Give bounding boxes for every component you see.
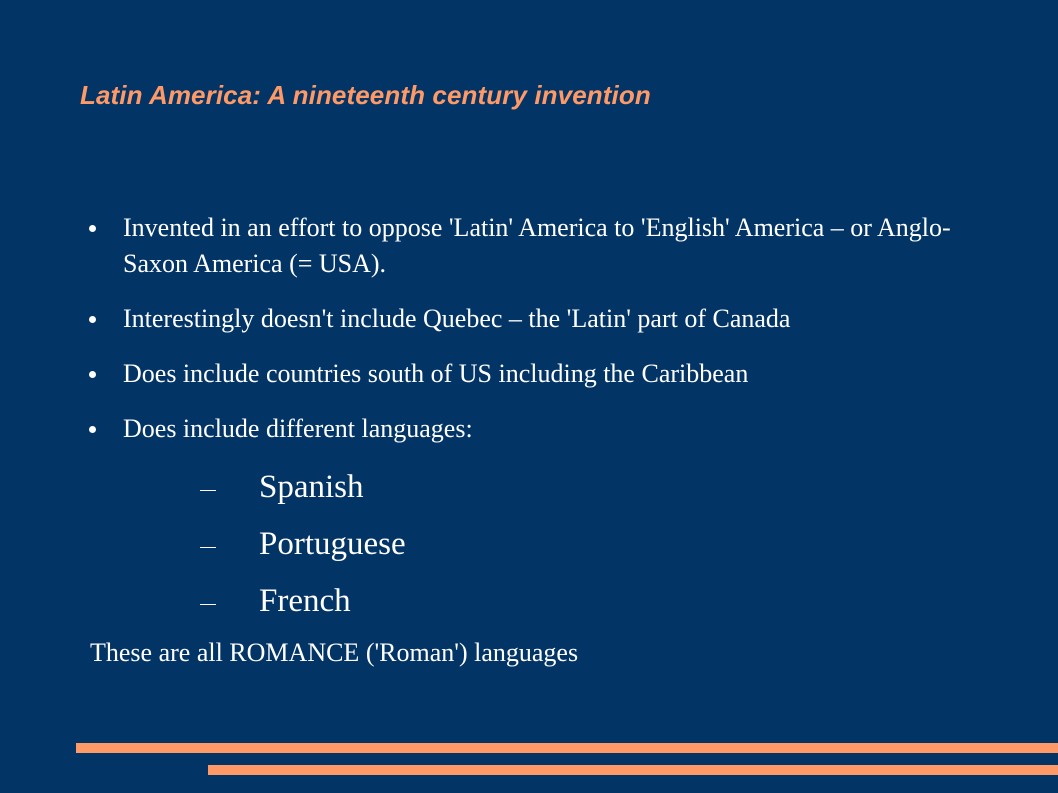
- bullet-icon: [89, 426, 96, 433]
- sub-item-label: Spanish: [259, 469, 364, 505]
- bullet-icon: [89, 225, 96, 232]
- bullet-item: [86, 411, 1006, 447]
- sub-item-french: [200, 577, 406, 634]
- bullet-item: [86, 210, 1006, 282]
- dash-icon: [200, 604, 216, 605]
- bullet-text: Does include different languages:: [123, 414, 473, 443]
- sub-item-spanish: [200, 463, 406, 520]
- dash-icon: [200, 490, 216, 491]
- bullet-item: [86, 356, 1006, 392]
- bullet-item: [86, 301, 1006, 337]
- sub-item-portuguese: [200, 520, 406, 577]
- sub-item-label: Portuguese: [259, 526, 406, 562]
- bullet-text: Invented in an effort to oppose 'Latin' America to 'English' America – or Anglo-Saxon America (= USA).: [123, 213, 951, 278]
- bullet-text: Interestingly doesn't include Quebec – the 'Latin' part of Canada: [123, 304, 791, 333]
- bullet-list: [86, 210, 1006, 466]
- dash-icon: [200, 547, 216, 548]
- decorative-bar-bottom: [208, 765, 1058, 775]
- bullet-icon: [89, 316, 96, 323]
- decorative-bar-top: [76, 743, 1058, 753]
- slide-title: Latin America: A nineteenth century invention: [80, 80, 651, 110]
- bullet-text: Does include countries south of US including the Caribbean: [123, 359, 749, 388]
- language-list: [200, 463, 406, 634]
- sub-item-label: French: [259, 583, 351, 619]
- closing-note: These are all ROMANCE ('Roman') languages: [90, 638, 579, 667]
- bullet-icon: [89, 371, 96, 378]
